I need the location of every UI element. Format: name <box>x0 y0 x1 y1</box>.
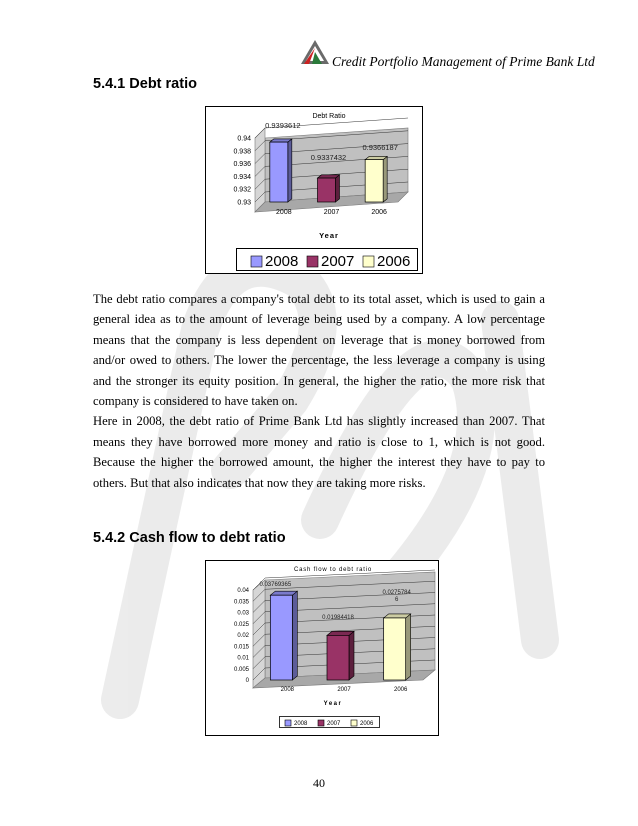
y-tick-label: 0.03 <box>237 610 249 617</box>
bar-side <box>383 156 387 202</box>
bar-2006 <box>384 618 406 680</box>
x-tick-label: 2006 <box>393 687 408 693</box>
bar-2008 <box>270 142 288 202</box>
y-tick-label: 0.01 <box>237 655 249 662</box>
legend-label: 2006 <box>360 721 374 727</box>
cash-flow-to-debt-chart <box>205 560 439 741</box>
data-label: 0.9393612 <box>265 121 301 130</box>
legend-swatch <box>318 720 324 726</box>
y-tick-label: 0.932 <box>233 186 251 194</box>
cash-flow-to-debt-chart-svg <box>205 560 439 736</box>
y-tick-label: 0.934 <box>233 173 251 181</box>
data-label: 0.01984418 <box>322 615 354 621</box>
page-header <box>300 38 600 78</box>
legend-swatch <box>285 720 291 726</box>
paragraph-2: Here in 2008, the debt ratio of Prime Bank Ltd has slightly increased than 2007. That means they have borrowed more money and ratio is close to 1, which is not good. Because the higher the borrowed amount, the higher the interest they have to pay to others. But that also indicates that now they are taking more risks. <box>93 414 545 490</box>
bar-top <box>327 631 354 635</box>
y-tick-label: 0.005 <box>233 666 249 673</box>
legend-swatch <box>351 720 357 726</box>
legend-label: 2007 <box>327 721 341 727</box>
x-axis-label: Year <box>319 231 339 240</box>
x-tick-label: 2008 <box>276 209 292 216</box>
bank-logo-icon <box>300 38 330 66</box>
y-tick-label: 0.936 <box>233 161 251 169</box>
debt-ratio-chart <box>205 106 423 279</box>
y-tick-label: 0.94 <box>237 135 251 143</box>
legend-label: 2008 <box>294 721 308 727</box>
bar-top <box>365 156 387 159</box>
debt-ratio-chart-svg <box>205 106 423 274</box>
y-tick-label: 0.938 <box>233 148 251 156</box>
y-tick-label: 0.04 <box>237 588 249 595</box>
x-tick-label: 2008 <box>280 687 295 693</box>
header-title: Credit Portfolio Management of Prime Bank Ltd <box>332 54 595 69</box>
legend-label: 2006 <box>377 253 411 270</box>
y-tick-label: 0.035 <box>233 599 249 606</box>
bar-top <box>270 139 292 142</box>
legend-swatch <box>363 256 374 267</box>
section-title-debt-ratio: 5.4.1 Debt ratio <box>93 76 197 92</box>
legend-swatch <box>251 256 262 267</box>
y-tick-label: 0.025 <box>233 621 249 628</box>
bar-side <box>292 591 297 680</box>
y-tick-label: 0 <box>245 678 249 685</box>
bar-top <box>318 175 340 178</box>
bar-side <box>288 139 292 202</box>
section-title-cash-flow-to-debt: 5.4.2 Cash flow to debt ratio <box>93 530 286 546</box>
bar-side <box>406 614 411 680</box>
bar-side <box>349 631 354 680</box>
y-tick-label: 0.02 <box>237 633 249 640</box>
bar-top <box>270 591 297 595</box>
bar-2007 <box>318 178 336 202</box>
x-axis-label: Year <box>323 701 343 707</box>
y-tick-label: 0.93 <box>237 199 251 207</box>
data-label: 0.03769365 <box>259 582 292 588</box>
x-tick-label: 2006 <box>371 209 387 216</box>
page-number: 40 <box>313 776 325 790</box>
bar-2006 <box>365 160 383 202</box>
legend-label: 2007 <box>321 253 355 270</box>
bar-2007 <box>327 635 349 680</box>
bar-top <box>384 614 411 618</box>
legend-swatch <box>307 256 318 267</box>
data-label: 0.9337432 <box>310 153 347 162</box>
body-text <box>93 289 545 493</box>
chart-title: Debt Ratio <box>312 113 346 120</box>
bar-2008 <box>270 595 292 680</box>
x-tick-label: 2007 <box>323 209 340 216</box>
legend-label: 2008 <box>265 253 299 270</box>
bar-side <box>336 175 340 202</box>
data-label: 0.0275784 6 <box>382 590 411 603</box>
chart-title: Cash flow to debt ratio <box>293 567 373 573</box>
y-tick-label: 0.015 <box>233 644 249 651</box>
paragraph-1: The debt ratio compares a company's total debt to its total asset, which is used to gain a general idea as to the amount of leverage being used by a company. A low percentage means that the company is less dependent on leverage that is money borrowed from and/or owed to others. The lower the percentage, the less leverage a company is using and the stronger its equity position. In general, the higher the ratio, the more risk that company is considered to have taken on. <box>93 292 545 409</box>
x-tick-label: 2007 <box>337 687 351 693</box>
data-label: 0.9366187 <box>362 143 398 152</box>
